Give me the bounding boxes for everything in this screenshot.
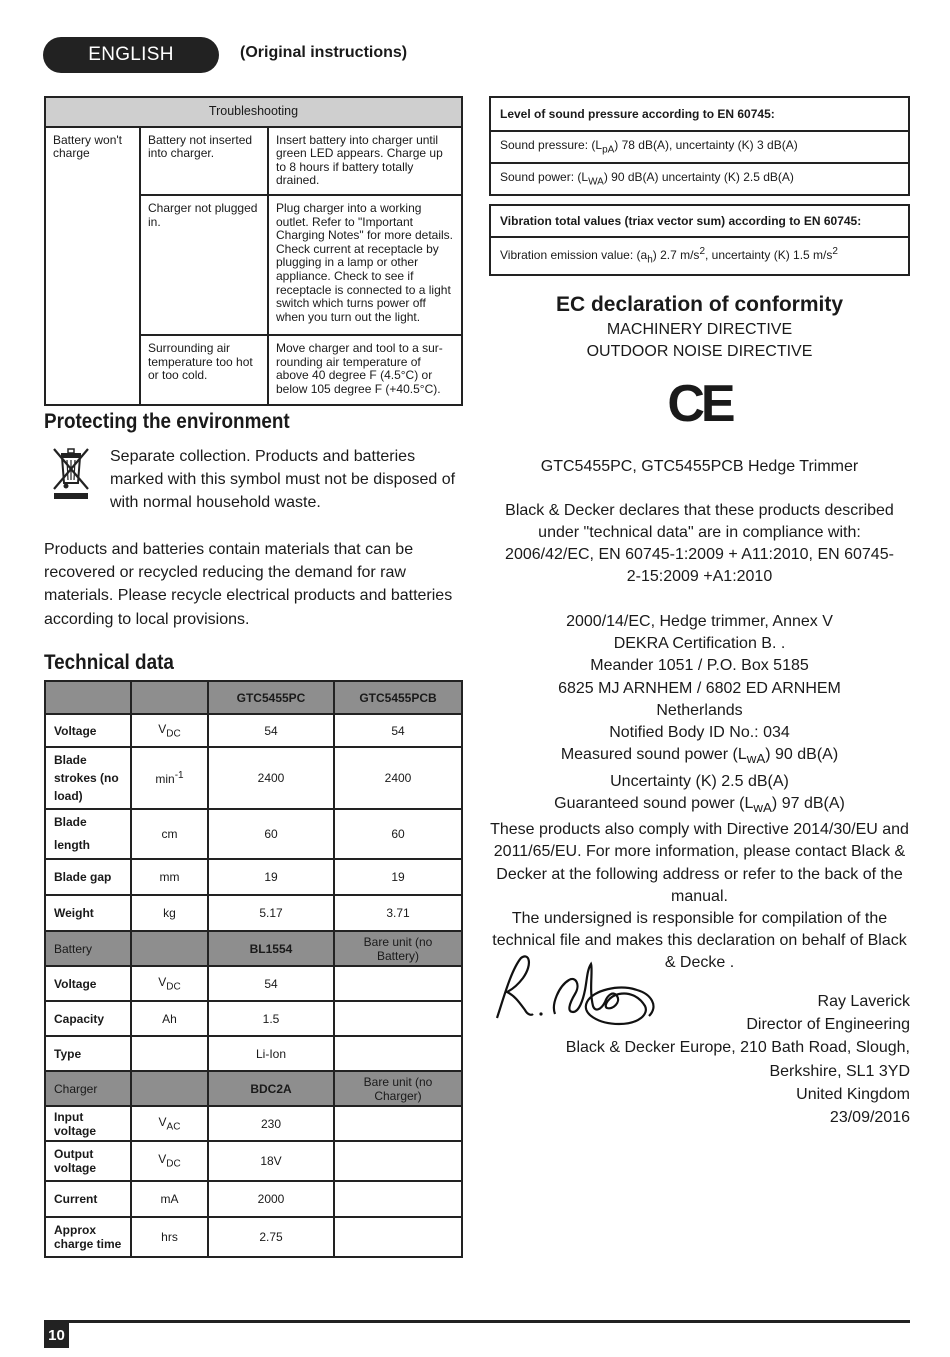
value-cell: 54 <box>334 714 462 747</box>
standards-text: 2006/42/EC, EN 60745-1:2009 + A11:2010, EN 60745-2-15:2009 +A1:2010 <box>505 546 894 586</box>
value-cell: Li-Ion <box>208 1036 334 1071</box>
charger-alt: Bare unit (no Charger) <box>334 1071 462 1106</box>
row-label: Blade gap <box>45 859 131 895</box>
troubleshooting-title: Troubleshooting <box>45 97 462 127</box>
unit-cell <box>131 1036 208 1071</box>
value-cell: 19 <box>334 859 462 895</box>
empty-cell <box>334 1001 462 1036</box>
row-label: Type <box>45 1036 131 1071</box>
value-cell: 2000 <box>208 1181 334 1217</box>
language-badge: ENGLISH <box>43 37 219 73</box>
empty-cell <box>334 1106 462 1141</box>
cause-cell: Surrounding air temperature too hot or too cold. <box>140 335 268 405</box>
ce-mark-icon: CE <box>667 375 732 433</box>
unit-cell: $V_{AC}$ <box>131 1106 208 1141</box>
vibration-table <box>489 204 910 276</box>
also-comply-text: These products also comply with Directive 2014/30/EU and 2011/65/EU. For more information, please contact Black & Decker at the following address or refer to the back of the manual. <box>490 821 909 905</box>
cause-cell: Charger not plugged in. <box>140 195 268 335</box>
footer-rule <box>44 1320 910 1323</box>
recycle-text: Products and batteries contain materials that can be recovered or recycled reducing the demand for raw materials. Please recycle electrical products and batteries according to local provisions. <box>44 541 453 628</box>
value-cell: 18V <box>208 1141 334 1181</box>
cause-cell: Battery not inserted into charger. <box>140 127 268 195</box>
unit-cell: kg <box>131 895 208 931</box>
empty-cell <box>334 966 462 1001</box>
solution-cell: Move charger and tool to a sur-rounding air temperature of above 40 degree F (4.5°C) or below 105 degree F (+40.5°C). <box>268 335 462 405</box>
header-empty-cell <box>131 681 208 714</box>
signatory-role: Director of Engineering <box>746 1016 910 1034</box>
empty-cell <box>334 1181 462 1217</box>
row-label: Voltage <box>45 714 131 747</box>
row-label: Current <box>45 1181 131 1217</box>
charger-model: BDC2A <box>208 1071 334 1106</box>
row-label: Output voltage <box>45 1141 131 1181</box>
vibration-value: Vibration emission value: $(a_h)$ 2.7 $m/s^2$, uncertainty (K) 1.5 $m/s^2$ <box>490 237 909 275</box>
unit-cell: mm <box>131 859 208 895</box>
original-instructions-label: (Original instructions) <box>240 44 408 61</box>
unit-cell: mA <box>131 1181 208 1217</box>
undersigned-text: The undersigned is responsible for compilation of the technical file and makes this declaration on behalf of Black & Decke . <box>492 910 907 972</box>
signatory-address: Black & Decker Europe, 210 Bath Road, Slough, <box>565 1039 910 1057</box>
battery-section-label: Battery <box>45 931 131 966</box>
environment-heading: Protecting the environment <box>44 410 290 433</box>
signatory-country: United Kingdom <box>796 1085 910 1103</box>
signatory-date: 23/09/2016 <box>829 1109 910 1127</box>
row-label: Capacity <box>45 1001 131 1036</box>
signatory-name: Ray Laverick <box>817 993 910 1010</box>
value-cell: 54 <box>208 714 334 747</box>
battery-model: BL1554 <box>208 931 334 966</box>
signatory-block <box>489 990 910 1129</box>
row-label: Weight <box>45 895 131 931</box>
section-empty-cell <box>131 1071 208 1106</box>
troubleshooting-table <box>44 96 463 406</box>
empty-cell <box>334 1036 462 1071</box>
value-cell: 1.5 <box>208 1001 334 1036</box>
unit-cell: Ah <box>131 1001 208 1036</box>
sound-pressure-value: Sound pressure: $(L_{pA})$ 78 dB(A), uncertainty (K) 3 dB(A) <box>490 131 909 163</box>
unit-cell: $V_{DC}$ <box>131 714 208 747</box>
value-cell: 2400 <box>334 747 462 809</box>
sound-pressure-table <box>489 96 910 196</box>
empty-cell <box>334 1217 462 1257</box>
problem-cell: Battery won't charge <box>45 127 140 405</box>
outdoor-noise-directive: OUTDOOR NOISE DIRECTIVE <box>586 343 813 360</box>
vibration-title: Vibration total values (triax vector sum) according to EN 60745: <box>490 205 909 237</box>
crossed-out-bin-icon <box>50 445 92 501</box>
row-label: Blade length <box>45 809 131 859</box>
value-cell: 5.17 <box>208 895 334 931</box>
row-label: Blade strokes (no load) <box>45 747 131 809</box>
machinery-directive: MACHINERY DIRECTIVE <box>606 321 793 338</box>
technical-data-heading: Technical data <box>44 651 174 674</box>
row-label: Input voltage <box>45 1106 131 1141</box>
unit-cell: cm <box>131 809 208 859</box>
value-cell: 54 <box>208 966 334 1001</box>
unit-cell: $\min^{-1}$ <box>131 747 208 809</box>
sound-pressure-title: Level of sound pressure according to EN 60745: <box>490 97 909 131</box>
value-cell: 2400 <box>208 747 334 809</box>
header-empty-cell <box>45 681 131 714</box>
unit-cell: $V_{DC}$ <box>131 1141 208 1181</box>
ec-declaration-title: EC declaration of conformity <box>555 293 844 316</box>
value-cell: 60 <box>208 809 334 859</box>
page-number: 10 <box>44 1323 69 1348</box>
declaration-text: Black & Decker declares that these products described under "technical data" are in compliance with: <box>505 502 894 542</box>
measured-sound-power: Measured sound power $(L_{wA})$ 90 dB(A) <box>560 746 839 767</box>
model-header: GTC5455PC <box>208 681 334 714</box>
unit-cell: hrs <box>131 1217 208 1257</box>
solution-cell: Plug charger into a working outlet. Refer to "Important Charging Notes" for more details. Check current at receptacle by plugging in a lamp or other appliance. Check to see if receptacle is connected to a light switch which turns power off when you turn out the light. <box>268 195 462 335</box>
notified-body-block: 2000/14/EC, Hedge trimmer, Annex V DEKRA Certification B. . Meander 1051 / P.O. Box 5185 6825 MJ ARNHEM / 6802 ED ARNHEM Netherlands Notified Body ID No.: 034 Measured sound power $(L_{wA})$ 90 dB(A) Uncertainty (K) 2.5 dB(A) Guaranteed sound power $(L_{wA})$ 97 dB(A) These products also comply with Directive 2014/30/EU and 2011/65/EU. For more information, please contact Black & Decker at the following address or refer to the back of the manual. The undersigned is responsible for compilation of the technical file and makes this declaration on behalf of Black & Decke . <box>489 611 910 975</box>
row-label: Voltage <box>45 966 131 1001</box>
unit-cell: $V_{DC}$ <box>131 966 208 1001</box>
value-cell: 3.71 <box>334 895 462 931</box>
row-label: Approx charge time <box>45 1217 131 1257</box>
technical-data-table <box>44 680 463 1258</box>
guaranteed-sound-power: Guaranteed sound power $(L_{wA})$ 97 dB(A) <box>554 794 845 815</box>
uncertainty: Uncertainty (K) 2.5 dB(A) <box>610 772 789 790</box>
product-name: GTC5455PC, GTC5455PCB Hedge Trimmer <box>540 458 859 475</box>
empty-cell <box>334 1141 462 1181</box>
section-empty-cell <box>131 931 208 966</box>
value-cell: 230 <box>208 1106 334 1141</box>
value-cell: 2.75 <box>208 1217 334 1257</box>
battery-alt: Bare unit (no Battery) <box>334 931 462 966</box>
value-cell: 19 <box>208 859 334 895</box>
solution-cell: Insert battery into charger until green LED appears. Charge up to 8 hours if battery totally drained. <box>268 127 462 195</box>
value-cell: 60 <box>334 809 462 859</box>
sound-power-value: Sound power: $(L_{WA})$ 90 dB(A) uncertainty (K) 2.5 dB(A) <box>490 163 909 195</box>
model-header: GTC5455PCB <box>334 681 462 714</box>
charger-section-label: Charger <box>45 1071 131 1106</box>
signatory-address: Berkshire, SL1 3YD <box>769 1062 910 1080</box>
separate-collection-text: Separate collection. Products and batteries marked with this symbol must not be disposed of with normal household waste. <box>110 448 456 512</box>
